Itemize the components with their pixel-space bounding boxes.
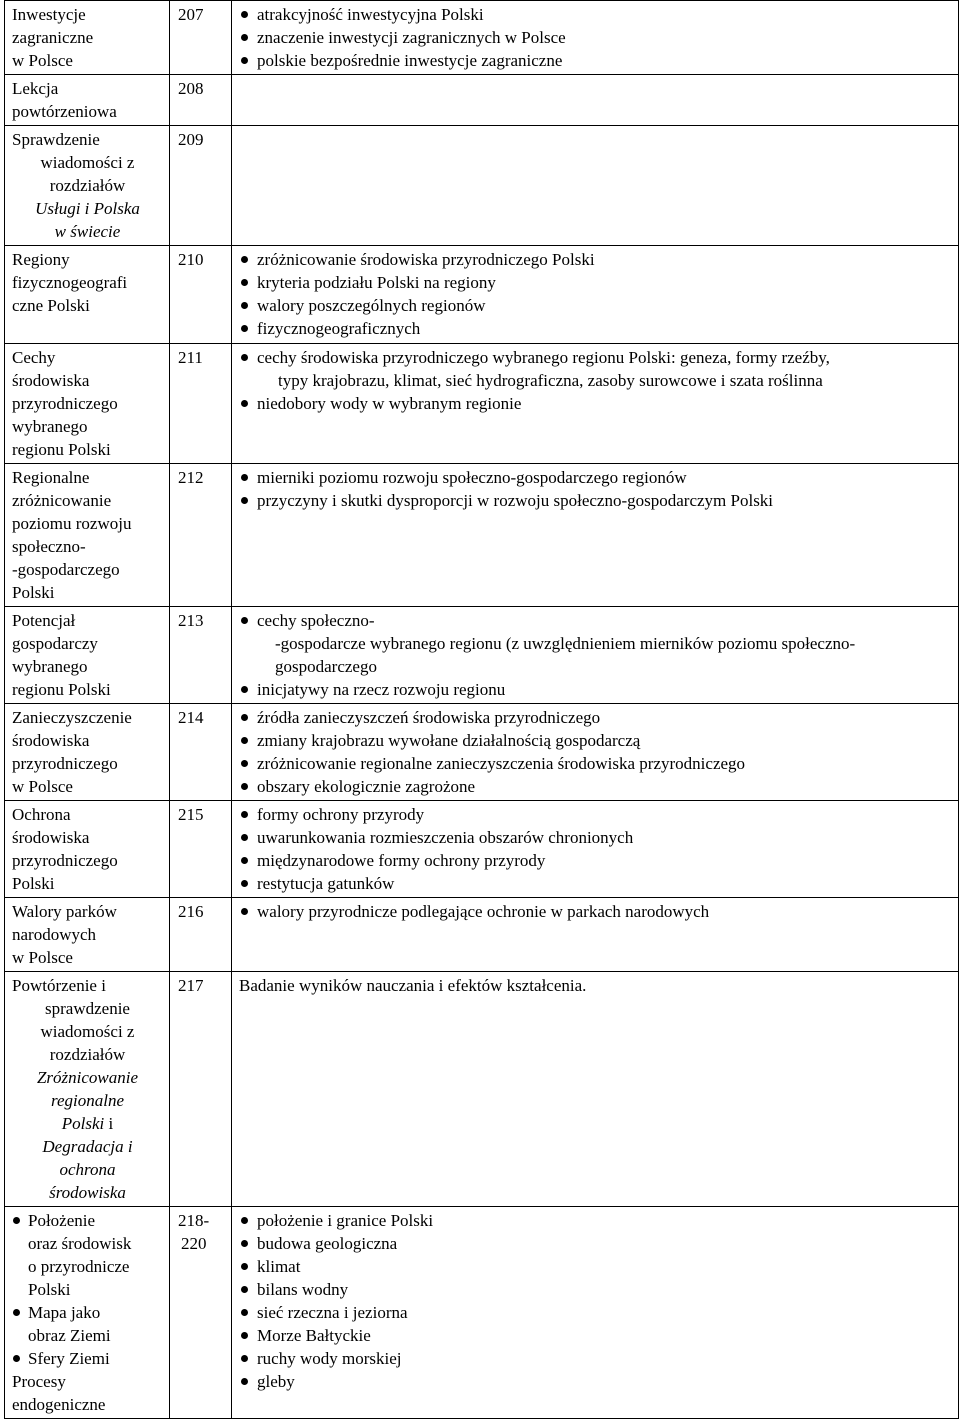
list-item: polskie bezpośrednie inwestycje zagraniczne <box>239 49 952 72</box>
table-row <box>5 344 959 464</box>
topic-line: gospodarczy <box>12 634 98 653</box>
topic-line: Zróżnicowanie <box>36 1068 139 1087</box>
topic-cell <box>5 246 170 344</box>
list-item: bilans wodny <box>239 1278 952 1301</box>
topic-line: Położenie <box>28 1211 96 1230</box>
topic-cell <box>5 1207 170 1419</box>
curriculum-table <box>4 0 959 1419</box>
lesson-number: 208 <box>170 75 232 126</box>
lesson-content <box>232 801 959 898</box>
lesson-content <box>232 607 959 704</box>
list-item: cechy społeczno- <box>239 609 952 632</box>
topic-line: Potencjał <box>12 611 76 630</box>
list-item: gleby <box>239 1370 952 1393</box>
list-item: restytucja gatunków <box>239 872 952 895</box>
topic-line: oraz środowisk <box>28 1234 132 1253</box>
lesson-content <box>232 344 959 464</box>
topic-cell <box>5 972 170 1207</box>
topic-line: wiadomości z <box>40 1022 135 1041</box>
table-row <box>5 704 959 801</box>
topic-line: Powtórzenie i <box>12 976 106 995</box>
topic-line: Polski <box>12 874 55 893</box>
topic-line: narodowych <box>12 925 97 944</box>
topic-line: środowiska <box>49 1183 126 1202</box>
topic-cell <box>5 607 170 704</box>
table-row <box>5 607 959 704</box>
list-item: gospodarczego <box>275 657 377 676</box>
list-item: zmiany krajobrazu wywołane działalnością gospodarczą <box>239 729 952 752</box>
topic-line: sprawdzenie <box>45 999 130 1018</box>
table-row <box>5 126 959 246</box>
topic-cell <box>5 898 170 972</box>
topic-line: Polski <box>61 1114 105 1133</box>
list-item: atrakcyjność inwestycyjna Polski <box>239 3 952 26</box>
list-item: przyczyny i skutki dysproporcji w rozwoju społeczno-gospodarczym Polski <box>239 489 952 512</box>
topic-line: regionu Polski <box>12 440 111 459</box>
topic-line: rozdziałów <box>49 176 126 195</box>
topic-cell <box>5 75 170 126</box>
lesson-number: 215 <box>170 801 232 898</box>
lesson-number-line: 218- <box>178 1211 210 1230</box>
topic-line: Degradacja i <box>42 1137 133 1156</box>
topic-line: Usługi i Polska <box>35 199 140 218</box>
lesson-content <box>232 972 959 1207</box>
table-row <box>5 972 959 1207</box>
topic-line: regionu Polski <box>12 680 111 699</box>
list-item <box>12 1301 163 1347</box>
topic-line: Regionalne <box>12 468 90 487</box>
table-row <box>5 464 959 607</box>
topic-line: Inwestycje <box>12 5 86 24</box>
lesson-content <box>232 246 959 344</box>
topic-line: fizycznogeografi <box>12 273 128 292</box>
list-item: cechy środowiska przyrodniczego wybranego regionu Polski: geneza, formy rzeźby, <box>239 346 952 369</box>
lesson-number: 217 <box>170 972 232 1207</box>
topic-line: endogeniczne <box>12 1395 106 1414</box>
topic-line: ochrona <box>59 1160 116 1179</box>
table-row <box>5 1 959 75</box>
list-item: międzynarodowe formy ochrony przyrody <box>239 849 952 872</box>
list-item: -gospodarcze wybranego regionu (z uwzględnieniem mierników poziomu społeczno- <box>275 634 856 653</box>
topic-cell <box>5 344 170 464</box>
topic-line: Sprawdzenie <box>12 130 100 149</box>
topic-line: wybranego <box>12 417 88 436</box>
topic-line: powtórzeniowa <box>12 102 117 121</box>
topic-cell <box>5 464 170 607</box>
topic-line: przyrodniczego <box>12 394 118 413</box>
topic-line: społeczno- <box>12 537 86 556</box>
lesson-number-line: 220 <box>181 1234 207 1253</box>
topic-line: w Polsce <box>12 51 73 70</box>
list-item: sieć rzeczna i jeziorna <box>239 1301 952 1324</box>
topic-line: o przyrodnicze <box>28 1257 130 1276</box>
topic-line: zróżnicowanie <box>12 491 112 510</box>
lesson-content <box>232 126 959 246</box>
lesson-content <box>232 75 959 126</box>
topic-line: Polski <box>28 1280 71 1299</box>
list-item: uwarunkowania rozmieszczenia obszarów chronionych <box>239 826 952 849</box>
table-row <box>5 801 959 898</box>
topic-cell <box>5 704 170 801</box>
list-item: niedobory wody w wybranym regionie <box>239 392 952 415</box>
lesson-number: 212 <box>170 464 232 607</box>
list-item: kryteria podziału Polski na regiony <box>239 271 952 294</box>
topic-line: w Polsce <box>12 948 73 967</box>
lesson-number: 213 <box>170 607 232 704</box>
table-row <box>5 75 959 126</box>
topic-line: Procesy <box>12 1372 66 1391</box>
lesson-number: 209 <box>170 126 232 246</box>
lesson-content <box>232 1 959 75</box>
topic-line: poziomu rozwoju <box>12 514 132 533</box>
lesson-text: Badanie wyników nauczania i efektów kształcenia. <box>239 976 587 995</box>
topic-conjunction: i <box>108 1114 114 1133</box>
topic-line: przyrodniczego <box>12 754 118 773</box>
topic-line: Lekcja <box>12 79 59 98</box>
topic-line: środowiska <box>12 828 90 847</box>
list-item: obszary ekologicznie zagrożone <box>239 775 952 798</box>
list-item: zróżnicowanie środowiska przyrodniczego Polski <box>239 248 952 271</box>
topic-line: wybranego <box>12 657 88 676</box>
list-item: formy ochrony przyrody <box>239 803 952 826</box>
topic-line: przyrodniczego <box>12 851 118 870</box>
topic-line: środowiska <box>12 371 90 390</box>
topic-line: regionalne <box>50 1091 125 1110</box>
lesson-number: 211 <box>170 344 232 464</box>
topic-line: rozdziałów <box>49 1045 126 1064</box>
list-item <box>12 1347 163 1370</box>
list-item: ruchy wody morskiej <box>239 1347 952 1370</box>
lesson-content <box>232 704 959 801</box>
lesson-content <box>232 464 959 607</box>
topic-line: Walory parków <box>12 902 117 921</box>
list-item: zróżnicowanie regionalne zanieczyszczenia środowiska przyrodniczego <box>239 752 952 775</box>
list-item: budowa geologiczna <box>239 1232 952 1255</box>
topic-line: środowiska <box>12 731 90 750</box>
list-item: inicjatywy na rzecz rozwoju regionu <box>239 678 952 701</box>
topic-line: Mapa jako <box>28 1303 101 1322</box>
list-item: źródła zanieczyszczeń środowiska przyrodniczego <box>239 706 952 729</box>
topic-cell <box>5 1 170 75</box>
list-item: fizycznogeograficznych <box>239 317 952 340</box>
lesson-number: 210 <box>170 246 232 344</box>
topic-line: Zanieczyszczenie <box>12 708 132 727</box>
topic-line: czne Polski <box>12 296 90 315</box>
table-row <box>5 246 959 344</box>
topic-cell <box>5 126 170 246</box>
table-row <box>5 898 959 972</box>
list-item: znaczenie inwestycji zagranicznych w Polsce <box>239 26 952 49</box>
lesson-number <box>170 1207 232 1419</box>
list-item <box>12 1209 163 1301</box>
topic-cell <box>5 801 170 898</box>
topic-line: Polski <box>12 583 55 602</box>
list-item: walory poszczególnych regionów <box>239 294 952 317</box>
list-item: klimat <box>239 1255 952 1278</box>
topic-line: -gospodarczego <box>12 560 120 579</box>
lesson-number: 207 <box>170 1 232 75</box>
topic-line: w świecie <box>54 222 121 241</box>
list-item: mierniki poziomu rozwoju społeczno-gospodarczego regionów <box>239 466 952 489</box>
lesson-number: 214 <box>170 704 232 801</box>
table-row <box>5 1207 959 1419</box>
topic-line: obraz Ziemi <box>28 1326 111 1345</box>
list-item: położenie i granice Polski <box>239 1209 952 1232</box>
topic-line: zagraniczne <box>12 28 94 47</box>
lesson-content <box>232 898 959 972</box>
topic-line: Regiony <box>12 250 70 269</box>
topic-line: wiadomości z <box>40 153 135 172</box>
topic-line: Cechy <box>12 348 56 367</box>
lesson-number: 216 <box>170 898 232 972</box>
lesson-content <box>232 1207 959 1419</box>
list-item: walory przyrodnicze podlegające ochronie w parkach narodowych <box>239 900 952 923</box>
list-item: Morze Bałtyckie <box>239 1324 952 1347</box>
topic-line: Ochrona <box>12 805 71 824</box>
list-item: typy krajobrazu, klimat, sieć hydrograficzna, zasoby surowcowe i szata roślinna <box>278 371 823 390</box>
topic-line: w Polsce <box>12 777 73 796</box>
topic-line: Sfery Ziemi <box>28 1349 110 1368</box>
